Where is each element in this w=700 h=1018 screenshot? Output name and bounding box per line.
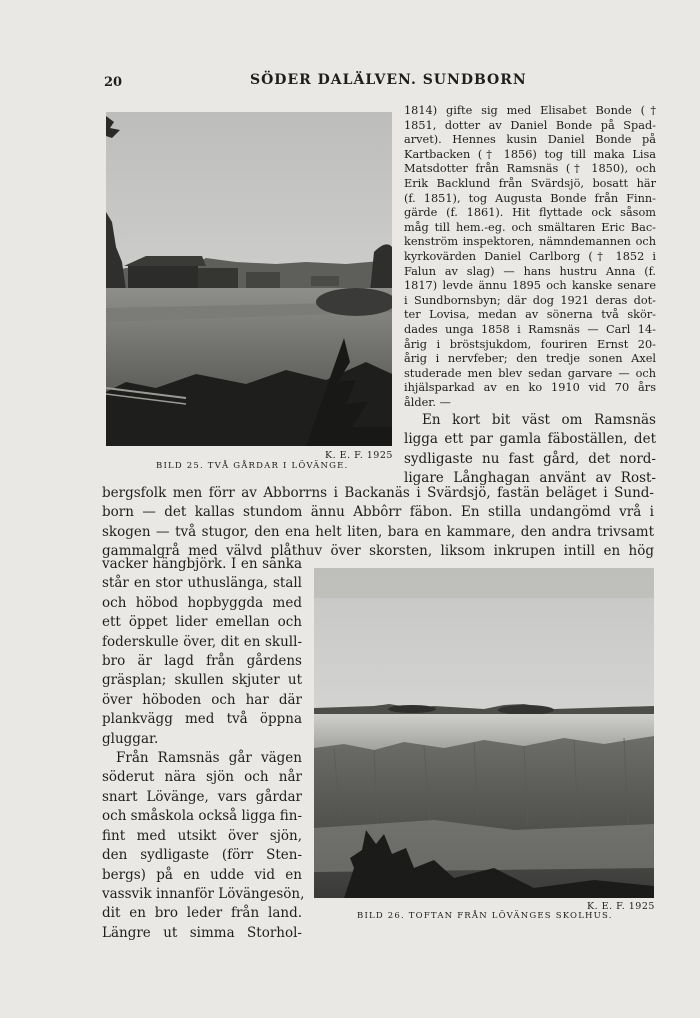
- text-line: söderut nära sjön och når: [102, 769, 302, 786]
- text-line: kenström inspektoren, nämndemannen och: [404, 235, 656, 249]
- photo-credit-2: K. E. F. 1925: [587, 901, 655, 912]
- text-line: årig i bröstsjukdom, fouriren Ernst 20-: [404, 337, 656, 351]
- text-line: bro är lagd från gårdens: [102, 653, 302, 670]
- text-line: ålder. —: [404, 395, 451, 409]
- left-column-text: [102, 555, 305, 943]
- text-line: born — det kallas stundom ännu Abbôrr fäbon. En stilla undangömd vrå i: [102, 504, 654, 521]
- text-line: fint med utsikt över sjön,: [102, 827, 302, 844]
- text-line: skogen — två stugor, den ena helt liten, bara en kammare, den andra trivsamt: [102, 523, 654, 540]
- text-line: årig i nervfeber; den tredje sonen Axel: [404, 352, 656, 366]
- text-line: foderskulle över, dit en skull-: [102, 633, 302, 650]
- text-line: gärde (f. 1861). Hit flyttade ock såsom: [404, 206, 656, 220]
- text-line: bergsfolk men förr av Abborrns i Backanäs i Svärdsjö, fastän beläget i Sund-: [102, 485, 654, 501]
- text-line: över höboden och har där: [102, 691, 302, 708]
- full-width-paragraph: [102, 484, 654, 562]
- text-line: den sydligaste (förr Sten-: [102, 847, 302, 864]
- text-line: vassvik innanför Lövängesön,: [102, 885, 305, 902]
- page-number: 20: [104, 75, 123, 90]
- photo-lake-reeds: [314, 568, 654, 898]
- text-line: snart Lövänge, vars gårdar: [102, 788, 302, 805]
- text-line: Erik Backlund från Svärdsjö, bosatt här: [404, 176, 656, 190]
- text-line: ett öppet lider emellan och: [102, 614, 302, 631]
- photo-two-farms: [106, 112, 392, 446]
- text-line: Matsdotter från Ramsnäs († 1850), och: [404, 162, 656, 176]
- photo-caption-2: BILD 26. TOFTAN FRÅN LÖVÄNGES SKOLHUS.: [357, 911, 613, 921]
- text-line: plankvägg med två öppna: [102, 711, 302, 728]
- right-column-body: [404, 411, 656, 489]
- text-line: Från Ramsnäs går vägen: [116, 750, 302, 767]
- text-line: ligare Långhagan använt av Rost-: [404, 470, 656, 487]
- text-line: bergs) på en udde vid en: [102, 866, 302, 883]
- text-line: vacker hängbjörk. I en sänka: [102, 556, 302, 572]
- text-line: gammalgrå med välvd plåthuv över skorsten, liksom inkrupen intill en hög: [102, 543, 654, 560]
- text-line: ter Lovisa, medan av sönerna två skör-: [404, 308, 656, 322]
- text-line: 1814) gifte sig med Elisabet Bonde (†: [404, 104, 656, 117]
- text-line: står en stor uthuslänga, stall: [102, 575, 302, 592]
- lake-photo-drawing: [314, 568, 654, 898]
- text-line: dades unga 1858 i Ramsnäs — Carl 14-: [404, 322, 656, 336]
- text-line: och småskola också ligga fin-: [102, 808, 303, 825]
- text-line: ihjälsparkad av en ko 1910 vid 70 års: [404, 381, 656, 395]
- farm-photo-drawing: [106, 112, 392, 446]
- text-line: Längre ut simma Storhol-: [102, 924, 302, 941]
- text-line: studerade men blev sedan garvare — och: [404, 366, 656, 380]
- text-line: ligga ett par gamla fäboställen, det: [404, 431, 656, 448]
- text-line: 1817) levde ännu 1895 och kanske senare: [404, 279, 656, 293]
- text-line: kyrkovärden Daniel Carlborg († 1852 i: [404, 249, 656, 263]
- text-line: (f. 1851), tog Augusta Bonde från Finn-: [404, 191, 656, 205]
- text-line: dit en bro leder från land.: [102, 905, 302, 922]
- text-line: Falun av slag) — hans hustru Anna (f.: [404, 264, 656, 278]
- text-line: sydligaste nu fast gård, det nord-: [404, 450, 656, 467]
- text-line: måg till hem.-eg. och smältaren Eric Bac-: [404, 220, 656, 234]
- text-line: 1851, dotter av Daniel Bonde på Spad-: [404, 118, 656, 132]
- text-line: gräsplan; skullen skjuter ut: [102, 672, 302, 689]
- text-line: En kort bit väst om Ramsnäs: [422, 412, 656, 428]
- photo-credit-1: K. E. F. 1925: [325, 450, 393, 461]
- photo-caption-1: BILD 25. TVÅ GÅRDAR I LÖVÄNGE.: [156, 461, 349, 471]
- text-line: och höbod hopbyggda med: [102, 594, 302, 611]
- text-line: gluggar.: [102, 730, 159, 747]
- text-line: Kartbacken († 1856) tog till maka Lisa: [404, 147, 656, 161]
- text-line: arvet). Hennes kusin Daniel Bonde på: [404, 133, 656, 147]
- running-title: SÖDER DALÄLVEN. SUNDBORN: [250, 72, 527, 88]
- text-line: i Sundbornsbyn; där dog 1921 deras dot-: [404, 293, 656, 307]
- right-column-text: [404, 104, 656, 410]
